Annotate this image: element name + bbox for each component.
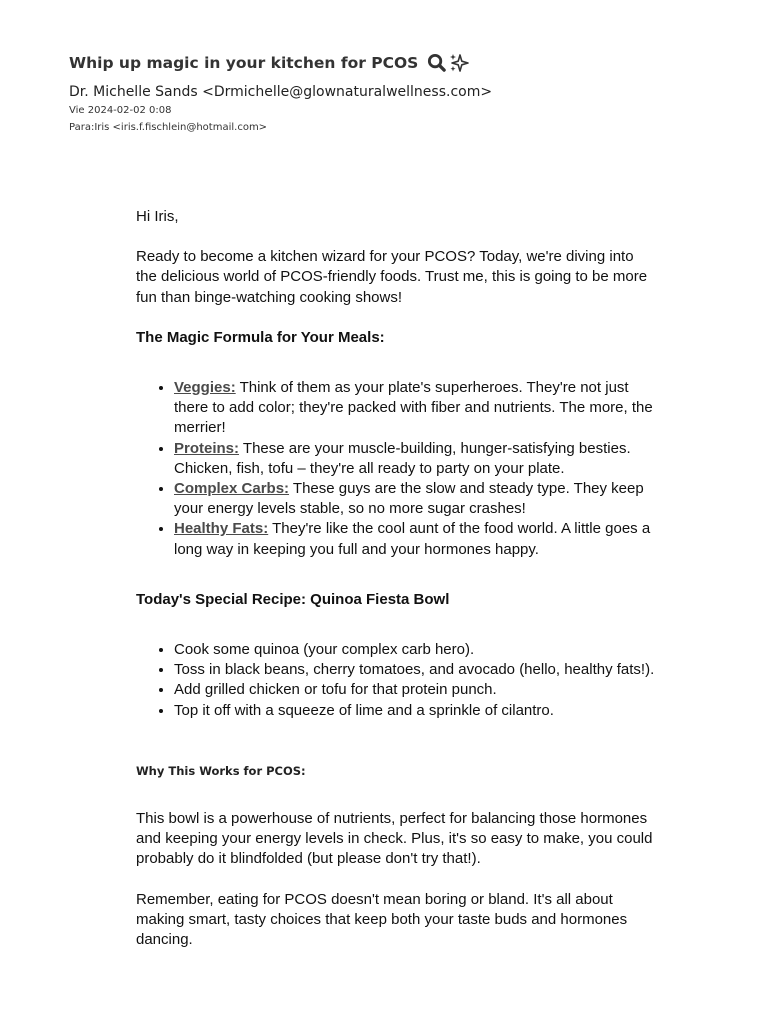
proteins-link[interactable]: Proteins: [174,439,240,457]
list-item: • Cook some quinoa (your complex carb hero). [174,640,656,660]
veggies-link[interactable]: Veggies: [174,379,236,397]
why-paragraph-2: Remember, eating for PCOS doesn't mean boring or bland. It's all about making smart, tasty choices that keep both your taste buds and hormones dancing. [136,890,628,949]
sparkles-icon [449,53,469,73]
why-heading: Why This Works for PCOS: [136,763,306,778]
list-item [174,519,656,559]
formula-list [136,378,656,560]
list-item [174,479,656,519]
healthy-fats-link[interactable]: Healthy Fats: [174,520,269,538]
list-item: • Top it off with a squeeze of lime and a sprinkle of cilantro. [174,701,656,721]
list-item [174,439,656,479]
intro-paragraph: Ready to become a kitchen wizard for your PCOS? Today, we're diving into the delicious world of PCOS-friendly foods. Trust me, this is going to be more fun than binge-watching cooking shows! [136,248,648,306]
complex-carbs-link[interactable]: Complex Carbs: [174,480,290,498]
list-item-text: These are your muscle-building, hunger-satisfying besties. Chicken, fish, tofu – they're all ready to party on your plate. [174,439,631,477]
list-item-text: These guys are the slow and steady type. They keep your energy levels stable, so no more sugar crashes! [174,480,644,518]
subject-emoji-group [427,53,469,73]
recipient: Para:Iris <iris.f.fischlein@hotmail.com> [69,122,268,133]
list-item [174,378,656,439]
sent-date: Vie 2024-02-02 0:08 [69,105,172,116]
subject-text: Whip up magic in your kitchen for PCOS [69,54,419,72]
email-subject [69,52,749,74]
greeting: Hi Iris, [136,208,179,225]
recipe-list [136,640,656,721]
list-item: • Toss in black beans, cherry tomatoes, and avocado (hello, healthy fats!). [174,660,656,680]
formula-heading: The Magic Formula for Your Meals: [136,328,385,346]
magnifier-icon [427,53,446,72]
email-body [136,207,656,950]
email-header [69,52,749,133]
list-item-text: They're like the cool aunt of the food world. A little goes a long way in keeping you full and your hormones happy. [174,520,651,558]
list-item-text: Think of them as your plate's superheroes. They're not just there to add color; they're packed with fiber and nutrients. The more, the merrier! [174,379,653,437]
recipe-heading: Today's Special Recipe: Quinoa Fiesta Bowl [136,590,450,608]
sender: Dr. Michelle Sands <Drmichelle@glownaturalwellness.com> [69,84,493,100]
why-paragraph-1: This bowl is a powerhouse of nutrients, perfect for balancing those hormones and keeping your energy levels in check. Plus, it's so easy to make, you could probably do it blindfolded (but please don't try that!). [136,810,653,868]
list-item: • Add grilled chicken or tofu for that protein punch. [174,680,656,700]
